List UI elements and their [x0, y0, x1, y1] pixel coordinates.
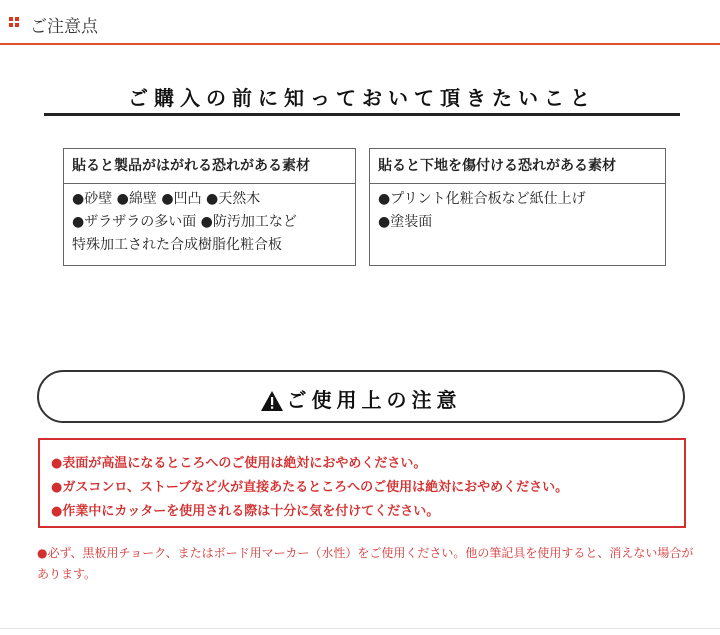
warning-triangle-icon: [261, 391, 283, 416]
footnote: ●必ず、黒板用チョーク、またはボード用マーカー（水性）をご使用ください。他の筆記具を使用すると、消えない場合があります。: [37, 546, 694, 581]
main-heading: ご購入の前に知っておいて頂きたいこと: [128, 86, 596, 110]
header-divider: [0, 43, 720, 45]
peel-risk-title: 貼ると製品がはがれる恐れがある素材: [64, 149, 355, 184]
caution-item: ●表面が高温になるところへのご使用は絶対におやめください。: [51, 456, 427, 471]
peel-risk-line: 特殊加工された合成樹脂化粧合板: [72, 237, 282, 253]
section-header: [0, 0, 720, 46]
caution-item: ●ガスコンロ、ストーブなど火が直接あたるところへのご使用は絶対におやめください。: [51, 480, 569, 495]
caution-list: [38, 438, 686, 528]
peel-risk-line: ●ザラザラの多い面 ●防汚加工など: [72, 214, 297, 230]
caution-item: ●作業中にカッターを使用される際は十分に気を付けてください。: [51, 504, 440, 519]
damage-risk-title: 貼ると下地を傷付ける恐れがある素材: [370, 149, 665, 184]
peel-risk-materials-box: [63, 148, 356, 266]
damage-risk-materials-box: [369, 148, 666, 266]
peel-risk-line: ●砂壁 ●綿壁 ●凹凸 ●天然木: [72, 191, 261, 207]
damage-risk-line: ●塗装面: [378, 214, 433, 230]
caution-title: ご使用上の注意: [286, 388, 462, 412]
damage-risk-line: ●プリント化粧合板など紙仕上げ: [378, 191, 586, 207]
section-title: ご注意点: [30, 17, 98, 37]
square-dots-icon: [9, 17, 21, 29]
heading-underline: [44, 113, 680, 116]
bottom-divider: [0, 628, 720, 629]
caution-banner: [37, 370, 685, 423]
